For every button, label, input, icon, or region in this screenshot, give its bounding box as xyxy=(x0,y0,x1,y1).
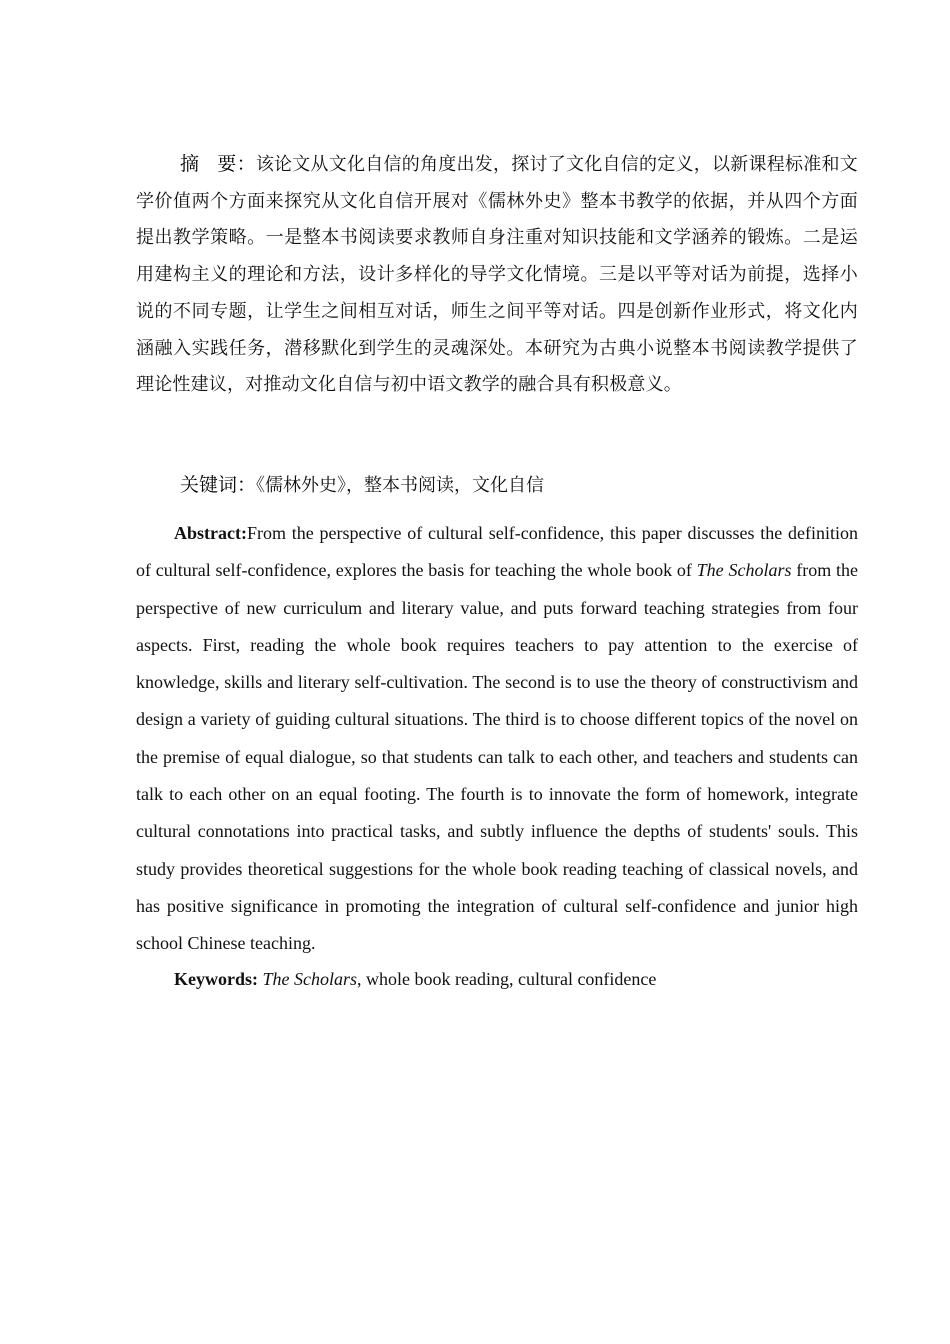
english-abstract-book-title: The Scholars xyxy=(696,560,792,581)
english-keywords-book-title: The Scholars xyxy=(262,969,357,989)
english-abstract-text-part1: From the perspective of cultural self-confidence, this paper discusses the definition of cultural self-confidence, explores the basis for teaching the whole book of xyxy=(136,523,858,581)
english-abstract xyxy=(136,515,858,963)
chinese-abstract-colon: ： xyxy=(236,153,256,175)
english-keywords xyxy=(136,963,858,995)
english-keywords-label: Keywords: xyxy=(174,969,258,989)
chinese-keywords-label: 关键词： xyxy=(180,474,257,496)
english-abstract-label: Abstract: xyxy=(174,523,247,543)
chinese-abstract xyxy=(136,146,858,404)
english-keywords-text: , whole book reading, cultural confidence xyxy=(357,969,657,989)
chinese-abstract-label: 摘 要 xyxy=(180,153,237,175)
chinese-abstract-text: 该论文从文化自信的角度出发，探讨了文化自信的定义，以新课程标准和文学价值两个方面来探究从文化自信开展对《儒林外史》整本书教学的依据，并从四个方面提出教学策略。一是整本书阅读要求教师自身注重对知识技能和文学涵养的锻炼。二是运用建构主义的理论和方法，设计多样化的导学文化情境。三是以平等对话为前提，选择小说的不同专题，让学生之间相互对话，师生之间平等对话。四是创新作业形式，将文化内涵融入实践任务，潜移默化到学生的灵魂深处。本研究为古典小说整本书阅读教学提供了理论性建议，对推动文化自信与初中语文教学的融合具有积极意义。 xyxy=(136,154,858,396)
chinese-keywords-text: 《儒林外史》，整本书阅读，文化自信 xyxy=(256,475,545,496)
english-abstract-text-part2: from the perspective of new curriculum and literary value, and puts forward teaching strategies from four aspects. First, reading the whole book requires teachers to pay attention to the exercise of knowledge, skills and literary self-cultivation. The second is to use the theory of constructivism and design a variety of guiding cultural situations. The third is to choose different topics of the novel on the premise of equal dialogue, so that students can talk to each other, and teachers and students can talk to each other on an equal footing. The fourth is to innovate the form of homework, integrate cultural connotations into practical tasks, and subtly influence the depths of students' souls. This study provides theoretical suggestions for the whole book reading teaching of classical novels, and has positive significance in promoting the integration of cultural self-confidence and junior high school Chinese teaching. xyxy=(136,560,858,954)
chinese-keywords xyxy=(136,469,858,502)
